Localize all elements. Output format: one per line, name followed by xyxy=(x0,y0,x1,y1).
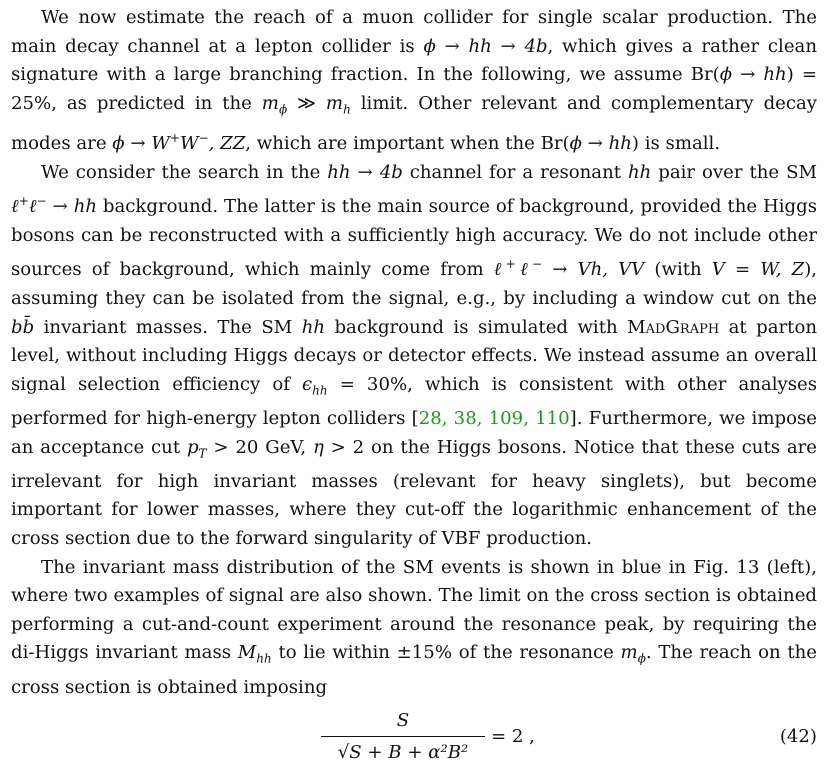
math-run: M xyxy=(237,642,257,664)
math-run: W xyxy=(179,133,199,155)
text-run: > 2 on the Higgs bosons. Notice that these cuts are irrelevant for high invariant masses (relevant for heavy singlets), but become important for lower masses, where they cut-off the logarithmic enhancement of the cross section due to the forward singularity of VBF production. xyxy=(11,436,818,550)
math-run: → Vh, VV xyxy=(542,259,645,281)
math-run: V = W, Z xyxy=(711,259,805,281)
math-run: m xyxy=(620,642,638,664)
math-run: η xyxy=(312,436,324,458)
math-run: ℓ xyxy=(493,259,506,281)
math-subscript: T xyxy=(198,446,207,461)
math-run: ϵ xyxy=(302,373,313,395)
math-superscript: + xyxy=(169,130,180,145)
math-run: hh xyxy=(627,161,652,183)
math-run: → hh xyxy=(46,196,97,218)
math-run: , ZZ xyxy=(208,133,246,155)
text-run: to lie within ±15% of the resonance xyxy=(271,642,621,664)
text-run: We now estimate the reach of a muon collider for single scalar production. The main decay channel at a lepton collider is xyxy=(11,7,817,57)
math-superscript: + xyxy=(505,257,516,272)
text-run: We consider the search in the xyxy=(41,161,328,183)
text-run: = 30%, which is consistent with other analyses performed for high-energy lepton colliders [ xyxy=(11,373,817,430)
math-superscript: − xyxy=(532,257,543,272)
text-run: , which are important when the Br( xyxy=(245,133,570,155)
text-run: ), assuming they can be isolated from the signal, e.g., by including a window cut on the xyxy=(11,259,817,310)
text-run: background. The latter is the main source of background, provided the Higgs bosons can be reconstructed with a sufficiently high accuracy. We do not include other sources of background, which mainly come from xyxy=(11,196,817,281)
math-run: hh → 4b xyxy=(327,161,403,183)
paragraph xyxy=(11,159,817,554)
math-subscript: ϕ xyxy=(637,652,646,666)
math-superscript: + xyxy=(18,194,29,209)
text-run: ≫ xyxy=(287,92,326,114)
equation-42 xyxy=(11,708,817,780)
text-run: limit. Other relevant and complementary decay modes are xyxy=(11,92,817,155)
text-run: The invariant mass distribution of the SM events is shown in blue in Fig. 13 (left), where two examples of signal are also shown. The limit on the cross section is obtained performing a cut-and-count experiment around the resonance peak, by requiring the di-Higgs invariant mass xyxy=(11,556,817,664)
text-run: background is simulated with xyxy=(325,316,628,338)
equation-rhs: = 2 , xyxy=(491,726,535,748)
math-superscript: − xyxy=(198,130,209,145)
body-text xyxy=(11,4,817,702)
text-run: . The reach on the cross section is obtained imposing xyxy=(11,642,817,698)
paragraph xyxy=(11,554,817,703)
math-run: ℓ xyxy=(28,196,37,218)
paper-page xyxy=(11,4,817,780)
text-run: invariant masses. The SM xyxy=(34,316,302,338)
text-run: channel for a resonant xyxy=(402,161,628,183)
math-run: ϕ → W xyxy=(112,133,170,155)
math-subscript: hh xyxy=(312,383,328,398)
equation-numerator: S xyxy=(396,710,410,732)
math-run: p xyxy=(186,436,199,458)
text-run: , which gives a rather clean signature with a large branching fraction. In the following, we assume Br( xyxy=(11,35,817,86)
math-run: m xyxy=(325,92,344,114)
text-run: ) = 25%, as predicted in the xyxy=(11,64,817,114)
math-subscript: h xyxy=(343,102,351,117)
math-subscript: hh xyxy=(256,652,272,666)
math-run: hh xyxy=(301,316,326,338)
equation-denominator: √S + B + α²B² xyxy=(337,742,469,764)
text-run: > 20 GeV, xyxy=(206,436,313,458)
equation-number: (42) xyxy=(779,726,817,748)
math-run: ϕ → hh → 4b xyxy=(423,35,548,57)
text-run: pair over the SM xyxy=(651,161,818,183)
math-run: bb̄ xyxy=(11,316,35,338)
paragraph xyxy=(11,4,817,159)
math-superscript: − xyxy=(36,194,47,209)
citation-link[interactable]: 28, 38, 109, 110 xyxy=(418,408,570,430)
math-run: ℓ xyxy=(11,196,19,218)
text-run: (with xyxy=(644,259,712,281)
math-run: ϕ → hh xyxy=(569,133,632,155)
math-run: ℓ xyxy=(515,259,533,281)
text-run: ]. Furthermore, we impose an acceptance cut xyxy=(11,408,817,458)
math-subscript: ϕ xyxy=(278,102,288,117)
equation-fraction xyxy=(321,708,485,767)
math-run: ϕ → hh xyxy=(719,64,787,86)
math-run: m xyxy=(261,92,279,114)
text-run: ) is small. xyxy=(631,133,721,155)
text-run: at parton level, without including Higgs decays or detector effects. We instead assume an overall signal selection efficiency of xyxy=(11,316,817,395)
software-name: MadGraph xyxy=(627,316,720,338)
